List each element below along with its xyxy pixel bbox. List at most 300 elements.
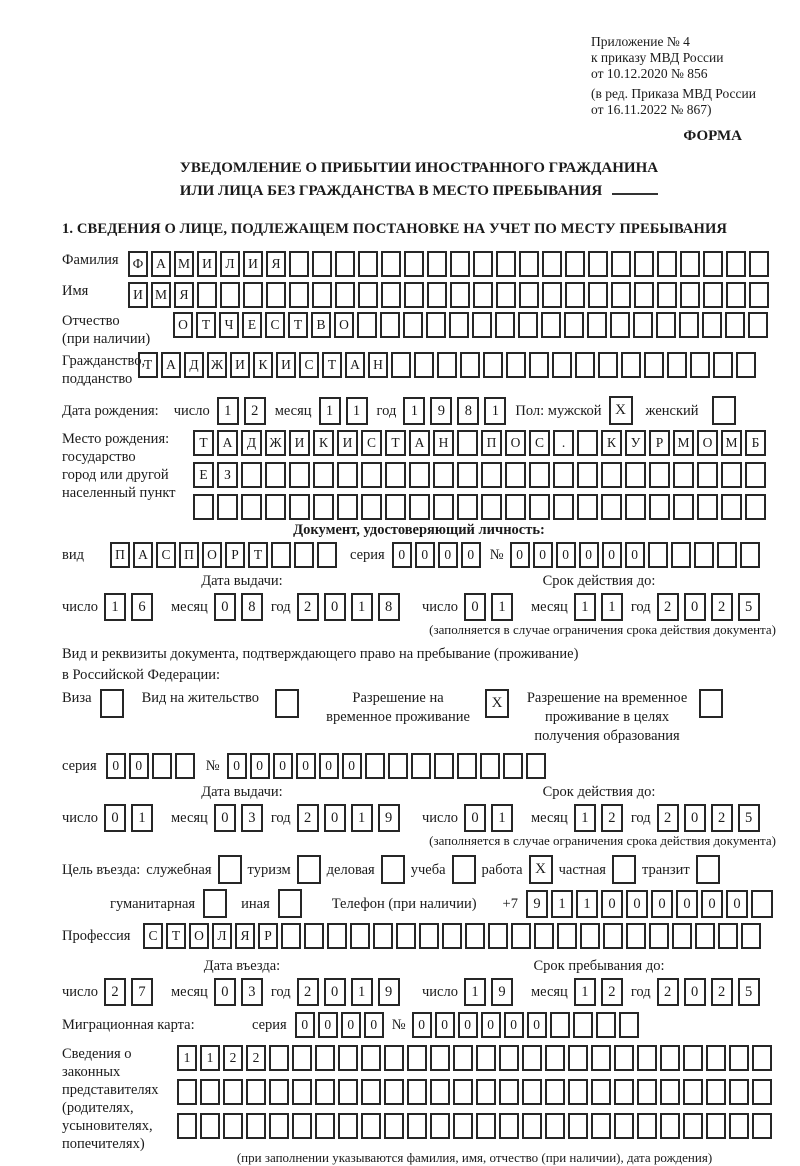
char-cell[interactable]: Е — [193, 462, 214, 488]
char-cell[interactable]: 0 — [324, 804, 346, 832]
char-cell[interactable]: 1 — [464, 978, 486, 1006]
char-cell[interactable] — [614, 1113, 634, 1139]
char-cell[interactable] — [476, 1045, 496, 1071]
char-cell[interactable]: И — [197, 251, 217, 277]
char-cell[interactable]: 0 — [481, 1012, 501, 1038]
purpose-other-checkbox[interactable] — [278, 889, 302, 918]
char-cell[interactable] — [503, 753, 523, 779]
char-cell[interactable]: Р — [225, 542, 245, 568]
char-cell[interactable] — [495, 312, 515, 338]
char-cell[interactable]: Н — [368, 352, 388, 378]
char-cell[interactable]: Т — [385, 430, 406, 456]
char-cell[interactable]: 2 — [711, 978, 733, 1006]
char-cell[interactable] — [660, 1113, 680, 1139]
char-cell[interactable] — [657, 282, 677, 308]
char-cell[interactable] — [529, 462, 550, 488]
char-cell[interactable] — [292, 1113, 312, 1139]
char-cell[interactable]: И — [276, 352, 296, 378]
char-cell[interactable]: 1 — [351, 804, 373, 832]
char-cell[interactable]: 1 — [351, 593, 373, 621]
char-cell[interactable]: И — [243, 251, 263, 277]
char-cell[interactable]: 1 — [177, 1045, 197, 1071]
char-cell[interactable]: 0 — [726, 890, 748, 918]
char-cell[interactable] — [289, 462, 310, 488]
char-cell[interactable]: 0 — [364, 1012, 384, 1038]
char-cell[interactable] — [553, 494, 574, 520]
char-cell[interactable] — [449, 312, 469, 338]
char-cell[interactable]: 0 — [415, 542, 435, 568]
char-cell[interactable]: 0 — [296, 753, 316, 779]
char-cell[interactable] — [338, 1045, 358, 1071]
char-cell[interactable] — [338, 1113, 358, 1139]
char-cell[interactable] — [660, 1079, 680, 1105]
char-cell[interactable] — [499, 1079, 519, 1105]
char-cell[interactable]: 5 — [738, 978, 760, 1006]
char-cell[interactable] — [289, 494, 310, 520]
char-cell[interactable]: Д — [241, 430, 262, 456]
char-cell[interactable] — [361, 462, 382, 488]
char-cell[interactable] — [200, 1113, 220, 1139]
char-cell[interactable]: С — [265, 312, 285, 338]
char-cell[interactable]: М — [151, 282, 171, 308]
char-cell[interactable]: 2 — [104, 978, 126, 1006]
char-cell[interactable]: 0 — [464, 593, 486, 621]
char-cell[interactable] — [522, 1113, 542, 1139]
char-cell[interactable]: 9 — [378, 804, 400, 832]
char-cell[interactable]: 2 — [246, 1045, 266, 1071]
char-cell[interactable]: С — [299, 352, 319, 378]
char-cell[interactable] — [505, 462, 526, 488]
char-cell[interactable] — [648, 542, 668, 568]
char-cell[interactable]: 0 — [556, 542, 576, 568]
char-cell[interactable] — [453, 1113, 473, 1139]
char-cell[interactable] — [403, 312, 423, 338]
char-cell[interactable] — [269, 1079, 289, 1105]
char-cell[interactable] — [614, 1045, 634, 1071]
char-cell[interactable] — [519, 251, 539, 277]
char-cell[interactable] — [476, 1113, 496, 1139]
char-cell[interactable] — [409, 462, 430, 488]
char-cell[interactable] — [625, 462, 646, 488]
char-cell[interactable]: 2 — [297, 804, 319, 832]
temp-residence-education-checkbox[interactable] — [699, 689, 723, 718]
char-cell[interactable]: О — [505, 430, 526, 456]
char-cell[interactable]: А — [217, 430, 238, 456]
purpose-transit-checkbox[interactable] — [696, 855, 720, 884]
char-cell[interactable]: 2 — [657, 804, 679, 832]
char-cell[interactable] — [729, 1113, 749, 1139]
char-cell[interactable] — [361, 494, 382, 520]
char-cell[interactable] — [565, 282, 585, 308]
char-cell[interactable] — [175, 753, 195, 779]
char-cell[interactable]: 0 — [510, 542, 530, 568]
char-cell[interactable] — [385, 462, 406, 488]
char-cell[interactable] — [541, 312, 561, 338]
char-cell[interactable] — [241, 462, 262, 488]
char-cell[interactable] — [611, 282, 631, 308]
char-cell[interactable]: Ч — [219, 312, 239, 338]
char-cell[interactable] — [706, 1045, 726, 1071]
char-cell[interactable]: 0 — [684, 978, 706, 1006]
char-cell[interactable] — [223, 1113, 243, 1139]
char-cell[interactable]: 0 — [250, 753, 270, 779]
char-cell[interactable]: С — [529, 430, 550, 456]
char-cell[interactable] — [748, 312, 768, 338]
purpose-business-checkbox[interactable] — [381, 855, 405, 884]
char-cell[interactable] — [591, 1079, 611, 1105]
char-cell[interactable] — [407, 1113, 427, 1139]
char-cell[interactable]: 3 — [241, 978, 263, 1006]
char-cell[interactable]: 1 — [574, 593, 596, 621]
char-cell[interactable]: К — [313, 430, 334, 456]
char-cell[interactable]: 0 — [319, 753, 339, 779]
char-cell[interactable] — [721, 462, 742, 488]
char-cell[interactable]: 0 — [295, 1012, 315, 1038]
char-cell[interactable]: 1 — [491, 593, 513, 621]
purpose-official-checkbox[interactable] — [218, 855, 242, 884]
char-cell[interactable] — [626, 923, 646, 949]
char-cell[interactable] — [292, 1045, 312, 1071]
char-cell[interactable]: О — [202, 542, 222, 568]
char-cell[interactable] — [271, 542, 291, 568]
char-cell[interactable]: 0 — [412, 1012, 432, 1038]
char-cell[interactable]: 0 — [273, 753, 293, 779]
char-cell[interactable] — [534, 923, 554, 949]
char-cell[interactable] — [588, 282, 608, 308]
char-cell[interactable] — [568, 1079, 588, 1105]
char-cell[interactable] — [246, 1079, 266, 1105]
char-cell[interactable] — [580, 923, 600, 949]
char-cell[interactable] — [625, 494, 646, 520]
char-cell[interactable]: 2 — [297, 978, 319, 1006]
char-cell[interactable] — [621, 352, 641, 378]
char-cell[interactable]: 0 — [214, 804, 236, 832]
char-cell[interactable]: А — [345, 352, 365, 378]
char-cell[interactable] — [381, 282, 401, 308]
char-cell[interactable]: 0 — [684, 804, 706, 832]
char-cell[interactable]: 0 — [392, 542, 412, 568]
purpose-study-checkbox[interactable] — [452, 855, 476, 884]
char-cell[interactable]: 2 — [657, 978, 679, 1006]
char-cell[interactable] — [384, 1079, 404, 1105]
char-cell[interactable] — [505, 494, 526, 520]
char-cell[interactable] — [637, 1045, 657, 1071]
purpose-work-checkbox[interactable]: X — [529, 855, 553, 884]
char-cell[interactable] — [601, 494, 622, 520]
char-cell[interactable] — [673, 494, 694, 520]
char-cell[interactable]: О — [189, 923, 209, 949]
char-cell[interactable]: 0 — [341, 1012, 361, 1038]
char-cell[interactable] — [611, 251, 631, 277]
char-cell[interactable]: 2 — [297, 593, 319, 621]
char-cell[interactable]: С — [361, 430, 382, 456]
char-cell[interactable] — [565, 251, 585, 277]
char-cell[interactable] — [313, 494, 334, 520]
char-cell[interactable] — [656, 312, 676, 338]
char-cell[interactable]: 0 — [579, 542, 599, 568]
char-cell[interactable] — [453, 1045, 473, 1071]
char-cell[interactable]: Т — [248, 542, 268, 568]
char-cell[interactable] — [519, 282, 539, 308]
char-cell[interactable] — [749, 282, 769, 308]
char-cell[interactable] — [568, 1113, 588, 1139]
char-cell[interactable] — [690, 352, 710, 378]
char-cell[interactable]: 7 — [131, 978, 153, 1006]
char-cell[interactable] — [634, 251, 654, 277]
char-cell[interactable]: И — [230, 352, 250, 378]
char-cell[interactable]: 0 — [533, 542, 553, 568]
char-cell[interactable]: К — [253, 352, 273, 378]
char-cell[interactable] — [725, 312, 745, 338]
char-cell[interactable] — [407, 1079, 427, 1105]
char-cell[interactable] — [683, 1079, 703, 1105]
char-cell[interactable] — [450, 282, 470, 308]
char-cell[interactable] — [718, 923, 738, 949]
char-cell[interactable]: 0 — [227, 753, 247, 779]
char-cell[interactable]: В — [311, 312, 331, 338]
char-cell[interactable]: 1 — [319, 397, 341, 425]
char-cell[interactable] — [633, 312, 653, 338]
char-cell[interactable] — [426, 312, 446, 338]
char-cell[interactable] — [338, 1079, 358, 1105]
char-cell[interactable] — [289, 282, 309, 308]
char-cell[interactable] — [542, 251, 562, 277]
char-cell[interactable] — [496, 282, 516, 308]
char-cell[interactable] — [361, 1045, 381, 1071]
char-cell[interactable] — [672, 923, 692, 949]
char-cell[interactable] — [522, 1079, 542, 1105]
char-cell[interactable]: 2 — [244, 397, 266, 425]
char-cell[interactable]: Р — [258, 923, 278, 949]
char-cell[interactable] — [269, 1113, 289, 1139]
char-cell[interactable]: 8 — [241, 593, 263, 621]
char-cell[interactable] — [365, 753, 385, 779]
char-cell[interactable]: 0 — [129, 753, 149, 779]
char-cell[interactable]: К — [601, 430, 622, 456]
char-cell[interactable] — [721, 494, 742, 520]
char-cell[interactable]: И — [337, 430, 358, 456]
char-cell[interactable]: 5 — [738, 804, 760, 832]
char-cell[interactable]: 2 — [657, 593, 679, 621]
char-cell[interactable] — [706, 1079, 726, 1105]
char-cell[interactable] — [545, 1113, 565, 1139]
char-cell[interactable] — [358, 251, 378, 277]
sex-male-checkbox[interactable]: X — [609, 396, 633, 425]
char-cell[interactable] — [384, 1045, 404, 1071]
char-cell[interactable] — [726, 282, 746, 308]
char-cell[interactable]: 0 — [461, 542, 481, 568]
char-cell[interactable] — [706, 1113, 726, 1139]
char-cell[interactable]: А — [133, 542, 153, 568]
char-cell[interactable] — [752, 1079, 772, 1105]
char-cell[interactable] — [473, 282, 493, 308]
char-cell[interactable]: 9 — [491, 978, 513, 1006]
char-cell[interactable]: 1 — [131, 804, 153, 832]
char-cell[interactable]: 0 — [684, 593, 706, 621]
char-cell[interactable] — [649, 494, 670, 520]
char-cell[interactable]: 0 — [458, 1012, 478, 1038]
char-cell[interactable] — [437, 352, 457, 378]
char-cell[interactable] — [752, 1113, 772, 1139]
char-cell[interactable] — [289, 251, 309, 277]
char-cell[interactable]: И — [289, 430, 310, 456]
char-cell[interactable] — [553, 462, 574, 488]
char-cell[interactable] — [745, 494, 766, 520]
char-cell[interactable] — [433, 462, 454, 488]
char-cell[interactable] — [545, 1079, 565, 1105]
char-cell[interactable] — [220, 282, 240, 308]
char-cell[interactable] — [483, 352, 503, 378]
char-cell[interactable] — [568, 1045, 588, 1071]
char-cell[interactable] — [588, 251, 608, 277]
char-cell[interactable]: М — [174, 251, 194, 277]
char-cell[interactable] — [683, 1045, 703, 1071]
char-cell[interactable]: 0 — [602, 542, 622, 568]
char-cell[interactable] — [357, 312, 377, 338]
char-cell[interactable] — [407, 1045, 427, 1071]
char-cell[interactable] — [726, 251, 746, 277]
char-cell[interactable] — [414, 352, 434, 378]
char-cell[interactable]: 1 — [491, 804, 513, 832]
char-cell[interactable] — [312, 251, 332, 277]
char-cell[interactable] — [603, 923, 623, 949]
char-cell[interactable]: 2 — [711, 804, 733, 832]
char-cell[interactable] — [573, 1012, 593, 1038]
char-cell[interactable] — [634, 282, 654, 308]
char-cell[interactable] — [596, 1012, 616, 1038]
char-cell[interactable] — [702, 312, 722, 338]
char-cell[interactable] — [197, 282, 217, 308]
char-cell[interactable] — [442, 923, 462, 949]
char-cell[interactable]: Н — [433, 430, 454, 456]
char-cell[interactable] — [476, 1079, 496, 1105]
char-cell[interactable]: Т — [322, 352, 342, 378]
char-cell[interactable]: 1 — [200, 1045, 220, 1071]
char-cell[interactable] — [587, 312, 607, 338]
char-cell[interactable]: А — [161, 352, 181, 378]
char-cell[interactable]: 0 — [106, 753, 126, 779]
char-cell[interactable] — [557, 923, 577, 949]
char-cell[interactable] — [361, 1113, 381, 1139]
char-cell[interactable] — [542, 282, 562, 308]
char-cell[interactable] — [361, 1079, 381, 1105]
char-cell[interactable] — [315, 1113, 335, 1139]
char-cell[interactable] — [473, 251, 493, 277]
char-cell[interactable] — [545, 1045, 565, 1071]
char-cell[interactable] — [269, 1045, 289, 1071]
char-cell[interactable] — [671, 542, 691, 568]
char-cell[interactable] — [481, 462, 502, 488]
char-cell[interactable] — [350, 923, 370, 949]
char-cell[interactable] — [680, 282, 700, 308]
char-cell[interactable] — [550, 1012, 570, 1038]
char-cell[interactable]: 1 — [574, 978, 596, 1006]
char-cell[interactable]: 2 — [601, 978, 623, 1006]
char-cell[interactable] — [511, 923, 531, 949]
char-cell[interactable] — [591, 1045, 611, 1071]
char-cell[interactable]: Л — [220, 251, 240, 277]
char-cell[interactable] — [575, 352, 595, 378]
char-cell[interactable]: . — [553, 430, 574, 456]
char-cell[interactable] — [460, 352, 480, 378]
char-cell[interactable] — [522, 1045, 542, 1071]
char-cell[interactable] — [564, 312, 584, 338]
char-cell[interactable]: П — [481, 430, 502, 456]
char-cell[interactable]: Т — [138, 352, 158, 378]
char-cell[interactable]: Л — [212, 923, 232, 949]
char-cell[interactable] — [241, 494, 262, 520]
char-cell[interactable]: 8 — [457, 397, 479, 425]
char-cell[interactable] — [430, 1079, 450, 1105]
residence-permit-checkbox[interactable] — [275, 689, 299, 718]
char-cell[interactable]: 1 — [217, 397, 239, 425]
char-cell[interactable]: 1 — [104, 593, 126, 621]
char-cell[interactable]: Я — [266, 251, 286, 277]
char-cell[interactable] — [679, 312, 699, 338]
char-cell[interactable] — [193, 494, 214, 520]
char-cell[interactable] — [457, 494, 478, 520]
char-cell[interactable] — [526, 753, 546, 779]
char-cell[interactable]: И — [128, 282, 148, 308]
char-cell[interactable] — [294, 542, 314, 568]
char-cell[interactable] — [577, 494, 598, 520]
char-cell[interactable] — [644, 352, 664, 378]
char-cell[interactable] — [667, 352, 687, 378]
purpose-tourism-checkbox[interactable] — [297, 855, 321, 884]
char-cell[interactable] — [243, 282, 263, 308]
char-cell[interactable]: 3 — [241, 804, 263, 832]
char-cell[interactable] — [450, 251, 470, 277]
char-cell[interactable] — [430, 1113, 450, 1139]
purpose-private-checkbox[interactable] — [612, 855, 636, 884]
char-cell[interactable]: П — [110, 542, 130, 568]
char-cell[interactable]: 1 — [484, 397, 506, 425]
purpose-humanitarian-checkbox[interactable] — [203, 889, 227, 918]
char-cell[interactable] — [430, 1045, 450, 1071]
char-cell[interactable]: М — [673, 430, 694, 456]
char-cell[interactable] — [499, 1045, 519, 1071]
char-cell[interactable]: 0 — [438, 542, 458, 568]
char-cell[interactable] — [409, 494, 430, 520]
char-cell[interactable]: А — [409, 430, 430, 456]
char-cell[interactable] — [736, 352, 756, 378]
char-cell[interactable]: 9 — [526, 890, 548, 918]
char-cell[interactable]: 0 — [435, 1012, 455, 1038]
char-cell[interactable]: Ж — [207, 352, 227, 378]
char-cell[interactable] — [453, 1079, 473, 1105]
char-cell[interactable] — [591, 1113, 611, 1139]
char-cell[interactable] — [752, 1045, 772, 1071]
char-cell[interactable] — [317, 542, 337, 568]
char-cell[interactable] — [529, 352, 549, 378]
char-cell[interactable]: Я — [235, 923, 255, 949]
visa-checkbox[interactable] — [100, 689, 124, 718]
char-cell[interactable]: 0 — [701, 890, 723, 918]
char-cell[interactable] — [637, 1113, 657, 1139]
char-cell[interactable] — [388, 753, 408, 779]
temp-residence-checkbox[interactable]: X — [485, 689, 509, 718]
char-cell[interactable] — [697, 494, 718, 520]
char-cell[interactable]: Д — [184, 352, 204, 378]
char-cell[interactable] — [717, 542, 737, 568]
char-cell[interactable]: Ж — [265, 430, 286, 456]
char-cell[interactable] — [649, 462, 670, 488]
char-cell[interactable] — [335, 282, 355, 308]
char-cell[interactable]: 2 — [601, 804, 623, 832]
char-cell[interactable] — [427, 282, 447, 308]
char-cell[interactable]: 0 — [342, 753, 362, 779]
char-cell[interactable] — [304, 923, 324, 949]
